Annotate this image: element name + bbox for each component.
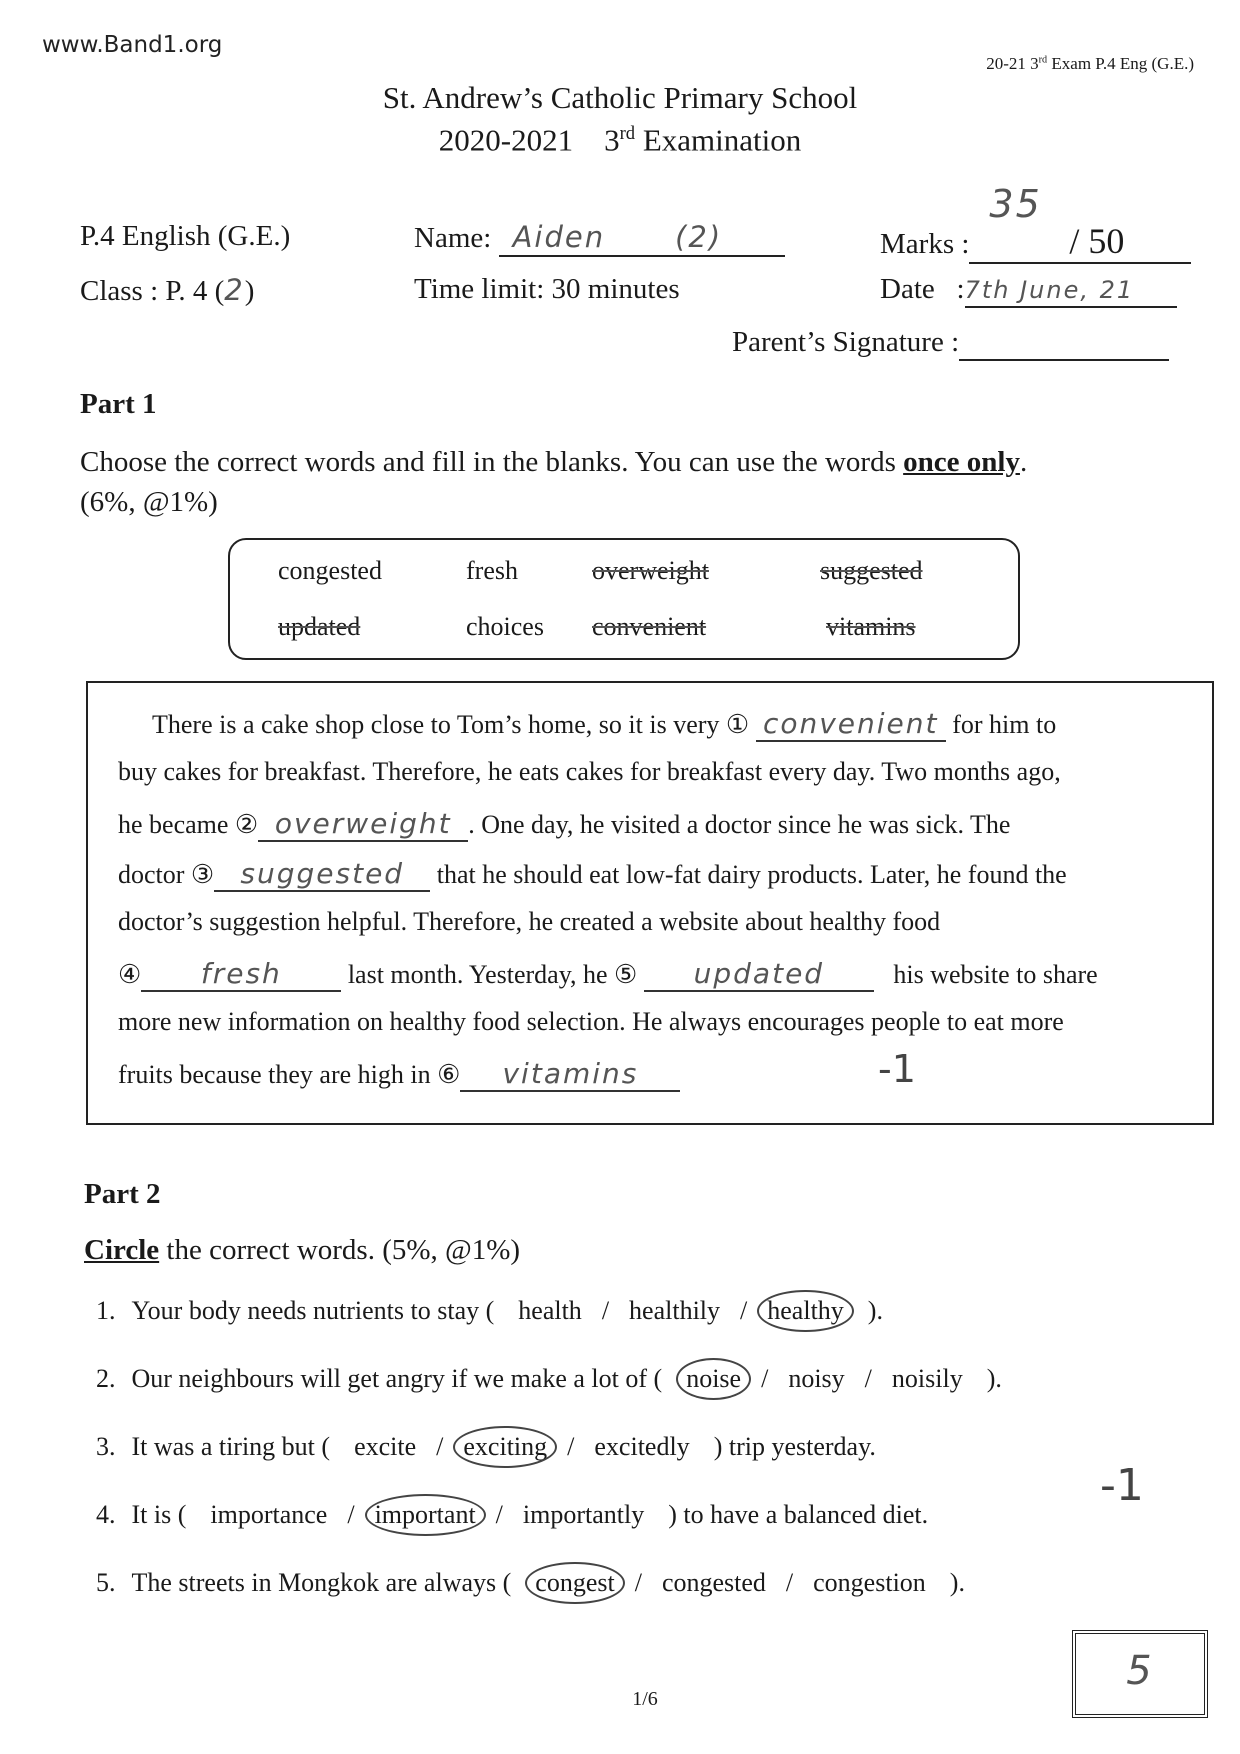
- name-value: Aiden: [512, 220, 606, 254]
- answer-option[interactable]: congest: [535, 1568, 615, 1597]
- parent-signature-label: Parent’s Signature :: [732, 326, 960, 358]
- passage-text: his website to share: [893, 960, 1098, 989]
- part1-scoring: (6%, @1%): [80, 486, 218, 518]
- part1-title: Part 1: [80, 388, 157, 420]
- school-year: 2020-2021: [438, 122, 574, 158]
- question-item: [96, 1296, 883, 1326]
- watermark: www.Band1.org: [42, 32, 223, 58]
- passage-text: doctor ③: [118, 860, 215, 889]
- answer-blank-2[interactable]: overweight: [258, 807, 468, 842]
- word-bank-item: vitamins: [826, 612, 916, 641]
- part2-instruction: [84, 1234, 520, 1267]
- option-separator: /: [785, 1568, 794, 1597]
- time-limit: Time limit: 30 minutes: [414, 273, 680, 305]
- option-separator: /: [567, 1432, 575, 1461]
- passage-text: that he should eat low-fat dairy products. Later, he found the: [436, 860, 1067, 889]
- answer-option[interactable]: noisily: [891, 1364, 963, 1393]
- option-separator: /: [864, 1364, 872, 1393]
- answer-option[interactable]: importance: [210, 1500, 328, 1529]
- school-header: [0, 80, 1240, 158]
- answer-option[interactable]: healthily: [629, 1296, 721, 1325]
- answer-option[interactable]: noise: [686, 1364, 742, 1393]
- answer-option[interactable]: important: [374, 1500, 476, 1529]
- question-text: Your body needs nutrients to stay (: [131, 1296, 495, 1325]
- passage-line: buy cakes for breakfast. Therefore, he eats cakes for breakfast every day. Two months ago,: [118, 757, 1061, 786]
- passage-text: he became ②: [118, 810, 259, 839]
- doc-code-suffix: Exam P.4 Eng (G.E.): [1047, 54, 1194, 73]
- answer-option[interactable]: healthy: [767, 1296, 844, 1325]
- part2-title: Part 2: [84, 1178, 161, 1210]
- answer-blank-4[interactable]: fresh: [141, 957, 341, 992]
- name-input[interactable]: [499, 220, 785, 257]
- option-separator: /: [634, 1568, 642, 1597]
- question-text: It is (: [131, 1500, 187, 1529]
- question-number: 2.: [96, 1364, 116, 1393]
- question-text-end: ) to have a balanced diet.: [668, 1500, 929, 1529]
- part1-instruction: [80, 446, 1027, 479]
- marks-field: [880, 182, 1191, 264]
- option-separator: /: [347, 1500, 355, 1529]
- doc-code-sup: rd: [1038, 54, 1048, 66]
- answer-option[interactable]: noisy: [788, 1364, 845, 1393]
- instruction-emphasis: Circle: [84, 1234, 160, 1266]
- passage-line: [118, 807, 1010, 842]
- class-value[interactable]: 2: [224, 273, 245, 307]
- date-field: [880, 273, 1177, 308]
- passage-line: [118, 1057, 680, 1092]
- passage-line: [118, 857, 1067, 892]
- instruction-text: the correct words. (5%, @1%): [159, 1234, 521, 1266]
- answer-option[interactable]: health: [518, 1296, 582, 1325]
- question-text-end: ).: [867, 1296, 883, 1325]
- question-item: [96, 1432, 876, 1462]
- answer-option[interactable]: excitedly: [594, 1432, 690, 1461]
- option-separator: /: [495, 1500, 503, 1529]
- score-box-value: 5: [1126, 1648, 1154, 1694]
- passage-line: doctor’s suggestion helpful. Therefore, he created a website about healthy food: [118, 907, 941, 936]
- answer-option[interactable]: congestion: [813, 1568, 926, 1597]
- question-text: It was a tiring but (: [131, 1432, 331, 1461]
- option-separator: /: [740, 1296, 748, 1325]
- name-label: Name:: [414, 222, 492, 254]
- answer-blank-6[interactable]: vitamins: [460, 1057, 680, 1092]
- question-text: Our neighbours will get angry if we make a lot of (: [131, 1364, 663, 1393]
- word-bank-item: convenient: [592, 612, 707, 641]
- question-item: [96, 1364, 1002, 1394]
- marks-total: / 50: [1069, 221, 1125, 261]
- passage-text: ④: [118, 960, 142, 989]
- date-label: Date: [880, 273, 935, 305]
- class-label: Class : P. 4 (: [80, 275, 225, 307]
- school-name: St. Andrew’s Catholic Primary School: [382, 80, 858, 115]
- page-number: 1/6: [632, 1688, 658, 1710]
- word-bank-item: choices: [466, 612, 544, 641]
- exam-suffix: Examination: [635, 122, 802, 158]
- marks-value: 35: [989, 182, 1042, 226]
- class-number-value: (2): [675, 220, 723, 254]
- passage-line: [152, 707, 1056, 742]
- question-number: 5.: [96, 1568, 116, 1597]
- instruction-period: .: [1019, 446, 1028, 478]
- score-box: [1072, 1630, 1208, 1718]
- option-separator: /: [436, 1432, 444, 1461]
- option-separator: /: [601, 1296, 610, 1325]
- question-item: [96, 1500, 928, 1530]
- question-text-end: ).: [949, 1568, 965, 1597]
- passage-text: last month. Yesterday, he ⑤: [347, 960, 638, 989]
- date-colon: :: [956, 273, 965, 305]
- instruction-emphasis: once only: [903, 446, 1020, 478]
- document-code: [986, 54, 1194, 74]
- exam-number: 3: [604, 122, 620, 158]
- deduction-mark: -1: [1100, 1460, 1144, 1511]
- answer-option[interactable]: exciting: [463, 1432, 548, 1461]
- passage-box: [86, 681, 1214, 1125]
- passage-text: . One day, he visited a doctor since he was sick. The: [468, 810, 1011, 839]
- exam-sup: rd: [619, 123, 636, 144]
- word-bank-item: updated: [278, 612, 361, 641]
- question-text-end: ) trip yesterday.: [713, 1432, 876, 1461]
- word-bank-item: fresh: [466, 556, 518, 585]
- word-bank: [228, 538, 1020, 660]
- name-field: [414, 220, 785, 257]
- instruction-text: Choose the correct words and fill in the blanks. You can use the words: [80, 446, 904, 478]
- deduction-mark: -1: [878, 1047, 916, 1091]
- passage-text: fruits because they are high in ⑥: [118, 1060, 461, 1089]
- answer-blank-3[interactable]: suggested: [214, 857, 430, 892]
- marks-label: Marks :: [880, 228, 970, 260]
- answer-option[interactable]: excite: [354, 1432, 417, 1461]
- word-bank-item: suggested: [820, 556, 923, 585]
- marks-input[interactable]: [969, 182, 1191, 264]
- answer-blank-5[interactable]: updated: [644, 957, 874, 992]
- word-bank-item: overweight: [592, 556, 709, 585]
- date-value: 7th June, 21: [964, 276, 1135, 304]
- class-field: [80, 273, 254, 308]
- question-number: 4.: [96, 1500, 116, 1529]
- answer-option[interactable]: importantly: [522, 1500, 645, 1529]
- word-bank-item: congested: [278, 556, 382, 585]
- question-item: [96, 1568, 965, 1598]
- answer-option[interactable]: congested: [661, 1568, 766, 1597]
- doc-code-prefix: 20-21 3: [986, 54, 1039, 73]
- question-number: 3.: [96, 1432, 116, 1461]
- passage-text: for him to: [952, 710, 1057, 739]
- answer-blank-1[interactable]: convenient: [756, 707, 946, 742]
- parent-signature-field: [732, 326, 1169, 361]
- passage-text: There is a cake shop close to Tom’s home, so it is very ①: [152, 710, 750, 739]
- subject: P.4 English (G.E.): [80, 220, 291, 252]
- question-text-end: ).: [986, 1364, 1002, 1393]
- parent-signature-input[interactable]: [959, 326, 1169, 361]
- date-input[interactable]: [965, 273, 1177, 308]
- question-text: The streets in Mongkok are always (: [131, 1568, 512, 1597]
- option-separator: /: [761, 1364, 769, 1393]
- exam-title: [0, 116, 1240, 158]
- class-close: ): [244, 275, 255, 307]
- passage-line: [118, 957, 1098, 992]
- passage-line: more new information on healthy food selection. He always encourages people to eat more: [118, 1007, 1064, 1036]
- question-number: 1.: [96, 1296, 116, 1325]
